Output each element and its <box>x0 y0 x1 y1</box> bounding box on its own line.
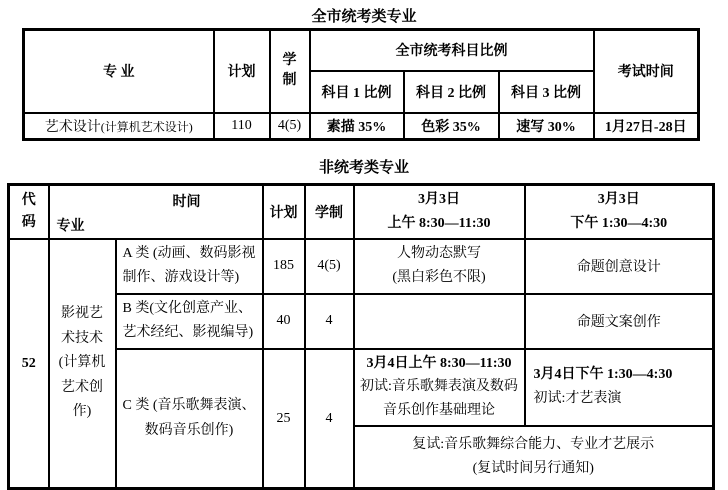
non-unified-exam-table <box>7 183 715 490</box>
major-name: 艺术设计 <box>44 119 101 135</box>
table1-title: 全市统考类专业 <box>311 9 417 25</box>
morning-a-line2: (黑白彩色不限) <box>392 270 486 286</box>
cell-retest <box>354 426 714 489</box>
header-mar3-morning <box>354 185 525 239</box>
retest-line2: (复试时间另行通知) <box>472 461 594 477</box>
header-subject1: 科目 1 比例 <box>310 71 404 113</box>
cell-plan: 110 <box>214 113 270 140</box>
cell-major <box>24 113 214 140</box>
cell-duration-a: 4(5) <box>305 239 354 294</box>
header-exam-time: 考试时间 <box>594 30 699 113</box>
header-duration-line2: 制 <box>282 73 297 89</box>
table2-header-row <box>9 185 714 239</box>
cell-plan-a: 185 <box>263 239 305 294</box>
header-major2: 专业 <box>56 218 85 234</box>
header-duration <box>270 30 310 113</box>
cell-code: 52 <box>9 239 49 489</box>
cell-duration-c: 4 <box>305 349 354 489</box>
cell-category-b: B 类(文化创意产业、艺术经纪、影视编导) <box>116 294 263 349</box>
cell-afternoon-c <box>525 349 714 426</box>
retest-line1: 复试:音乐歌舞综合能力、专业才艺展示 <box>412 437 655 453</box>
cell-morning-b <box>354 294 525 349</box>
header-code-line1: 代 <box>21 193 36 209</box>
header-code <box>9 185 49 239</box>
table1-header-row-1 <box>24 30 699 71</box>
cell-subject1: 素描 35% <box>310 113 404 140</box>
cell-category-c: C 类 (音乐歌舞表演、数码音乐创作) <box>116 349 263 489</box>
mar3-afternoon-time: 下午 1:30—4:30 <box>570 215 668 231</box>
table1-data-row <box>24 113 699 140</box>
morning-c-date: 3月4日上午 8:30—11:30 <box>366 355 512 371</box>
cell-plan-b: 40 <box>263 294 305 349</box>
cell-duration: 4(5) <box>270 113 310 140</box>
cell-duration-b: 4 <box>305 294 354 349</box>
header-plan2: 计划 <box>263 185 305 239</box>
header-duration2: 学制 <box>305 185 354 239</box>
mar3-morning-time: 上午 8:30—11:30 <box>387 215 491 231</box>
header-time-major-split <box>49 185 263 239</box>
header-subject3: 科目 3 比例 <box>499 71 594 113</box>
cell-morning-c <box>354 349 525 426</box>
cell-category-a: A 类 (动画、数码影视制作、游戏设计等) <box>116 239 263 294</box>
cell-afternoon-b: 命题文案创作 <box>525 294 714 349</box>
afternoon-c-date: 3月4日下午 1:30—4:30 <box>533 367 673 383</box>
cell-major2: 影视艺术技术(计算机艺术创作) <box>49 239 116 489</box>
afternoon-c-desc: 初试:才艺表演 <box>533 391 622 407</box>
header-plan: 计划 <box>214 30 270 113</box>
table2-row-a <box>9 239 714 294</box>
cell-morning-a <box>354 239 525 294</box>
header-code-line2: 码 <box>21 214 36 230</box>
major-paren: (计算机艺术设计) <box>100 119 193 134</box>
cell-subject2: 色彩 35% <box>404 113 499 140</box>
cell-afternoon-a: 命题创意设计 <box>525 239 714 294</box>
cell-subject3: 速写 30% <box>499 113 594 140</box>
cell-exam-time: 1月27日-28日 <box>594 113 699 140</box>
morning-c-desc: 初试:音乐歌舞表演及数码音乐创作基础理论 <box>360 379 518 419</box>
table2-title: 非统考类专业 <box>318 160 409 176</box>
header-subjects-group: 全市统考科目比例 <box>310 30 594 71</box>
header-duration-line1: 学 <box>282 52 297 68</box>
header-mar3-afternoon <box>525 185 714 239</box>
header-subject2: 科目 2 比例 <box>404 71 499 113</box>
header-major: 专 业 <box>24 30 214 113</box>
mar3-afternoon-date: 3月3日 <box>597 192 640 207</box>
mar3-morning-date: 3月3日 <box>418 192 460 207</box>
morning-a-line1: 人物动态默写 <box>397 246 481 262</box>
header-time: 时间 <box>172 195 201 210</box>
cell-plan-c: 25 <box>263 349 305 489</box>
unified-exam-table <box>22 28 700 141</box>
